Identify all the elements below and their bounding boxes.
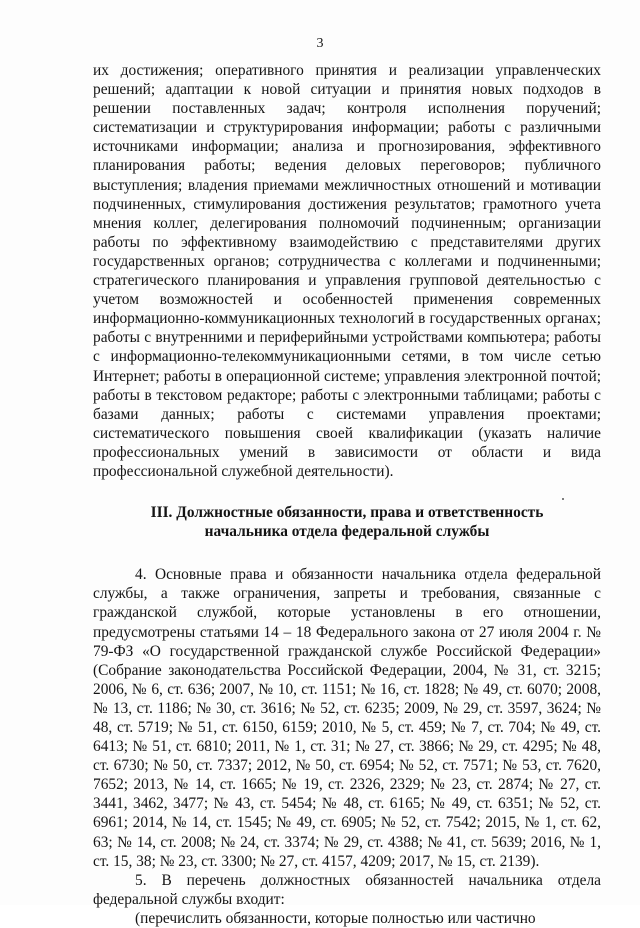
paragraph-4-rights-duties: 4. Основные права и обязанности начальника отдела федеральной службы, а также ограничения, запреты и требования, связанные с гражданской службой, которые установлены в его отношении, предусмотрены статьями 14 – 18 Федерального закона от 27 июля 2004 г. № 79-ФЗ «О государственной гражданской службе Российской Федерации» (Собрание законодательства Российской Федерации, 2004, № 31, ст. 3215; 2006, № 6, ст. 636; 2007, № 10, ст. 1151; № 16, ст. 1828; № 49, ст. 6070; 2008, № 13, ст. 1186; № 30, ст. 3616; № 52, ст. 6235; 2009, № 29, ст. 3597, 3624; № 48, ст. 5719; № 51, ст. 6150, 6159; 2010, № 5, ст. 459; № 7, ст. 704; № 49, ст. 6413; № 51, ст. 6810; 2011, № 1, ст. 31; № 27, ст. 3866; № 29, ст. 4295; № 48, ст. 6730; № 50, ст. 7337; 2012, № 50, ст. 6954; № 52, ст. 7571; № 53, ст. 7620, 7652; 2013, № 14, ст. 1665; № 19, ст. 2326, 2329; № 23, ст. 2874; № 27, ст. 3441, 3462, 3477; № 43, ст. 5454; № 48, ст. 6165; № 49, ст. 6351; № 52, ст. 6961; 2014, № 14, ст. 1545; № 49, ст. 6905; № 52, ст. 7542; 2015, № 1, ст. 62, 63; № 14, ст. 2008; № 24, ст. 3374; № 29, ст. 4388; № 41, ст. 5639; 2016, № 1, ст. 15, 38; № 23, ст. 3300; № 27, ст. 4157, 4209; 2017, № 15, ст. 2139).	[93, 566, 601, 870]
scan-speck	[562, 498, 564, 500]
paragraph-duties-instruction: (перечислить обязанности, которые полностью или частично	[135, 909, 536, 927]
page-body	[93, 61, 601, 928]
paragraph-skills-list: их достижения; оперативного принятия и реализации управленческих решений; адаптации к новой ситуации и принятия новых подходов в решении поставленных задач; контроля исполнения поручений; систематизации и структурирования информации; работы с различными источниками информации; анализа и прогнозирования, эффективного планирования работы; ведения деловых переговоров; публичного выступления; владения приемами межличностных отношений и мотивации подчиненных, стимулирования достижения результатов; грамотного учета мнения коллег, делегирования полномочий подчиненным; организации работы по эффективному взаимодействию с представителями других государственных органов; сотрудничества с коллегами и подчиненными; стратегического планирования и управления групповой деятельностью с учетом возможностей и особенностей применения современных информационно-коммуникационных технологий в государственных органах; работы с внутренними и периферийными устройствами компьютера; работы с информационно-телекоммуникационными сетями, в том числе сетью Интернет; работы в операционной системе; управления электронной почтой; работы в текстовом редакторе; работы с электронными таблицами; работы с базами данных; работы с системами управления проектами; систематического повышения своей квалификации (указать наличие профессиональных умений в зависимости от области и вида профессиональной служебной деятельности).	[93, 62, 601, 480]
page-number: 3	[316, 36, 324, 51]
paragraph-5-duties-list: 5. В перечень должностных обязанностей начальника отдела федеральной службы входит:	[93, 871, 601, 908]
section-heading-line-1: III. Должностные обязанности, права и ответственность	[150, 504, 544, 522]
section-heading	[93, 503, 601, 541]
section-heading-line-2: начальника отдела федеральной службы	[204, 523, 490, 541]
